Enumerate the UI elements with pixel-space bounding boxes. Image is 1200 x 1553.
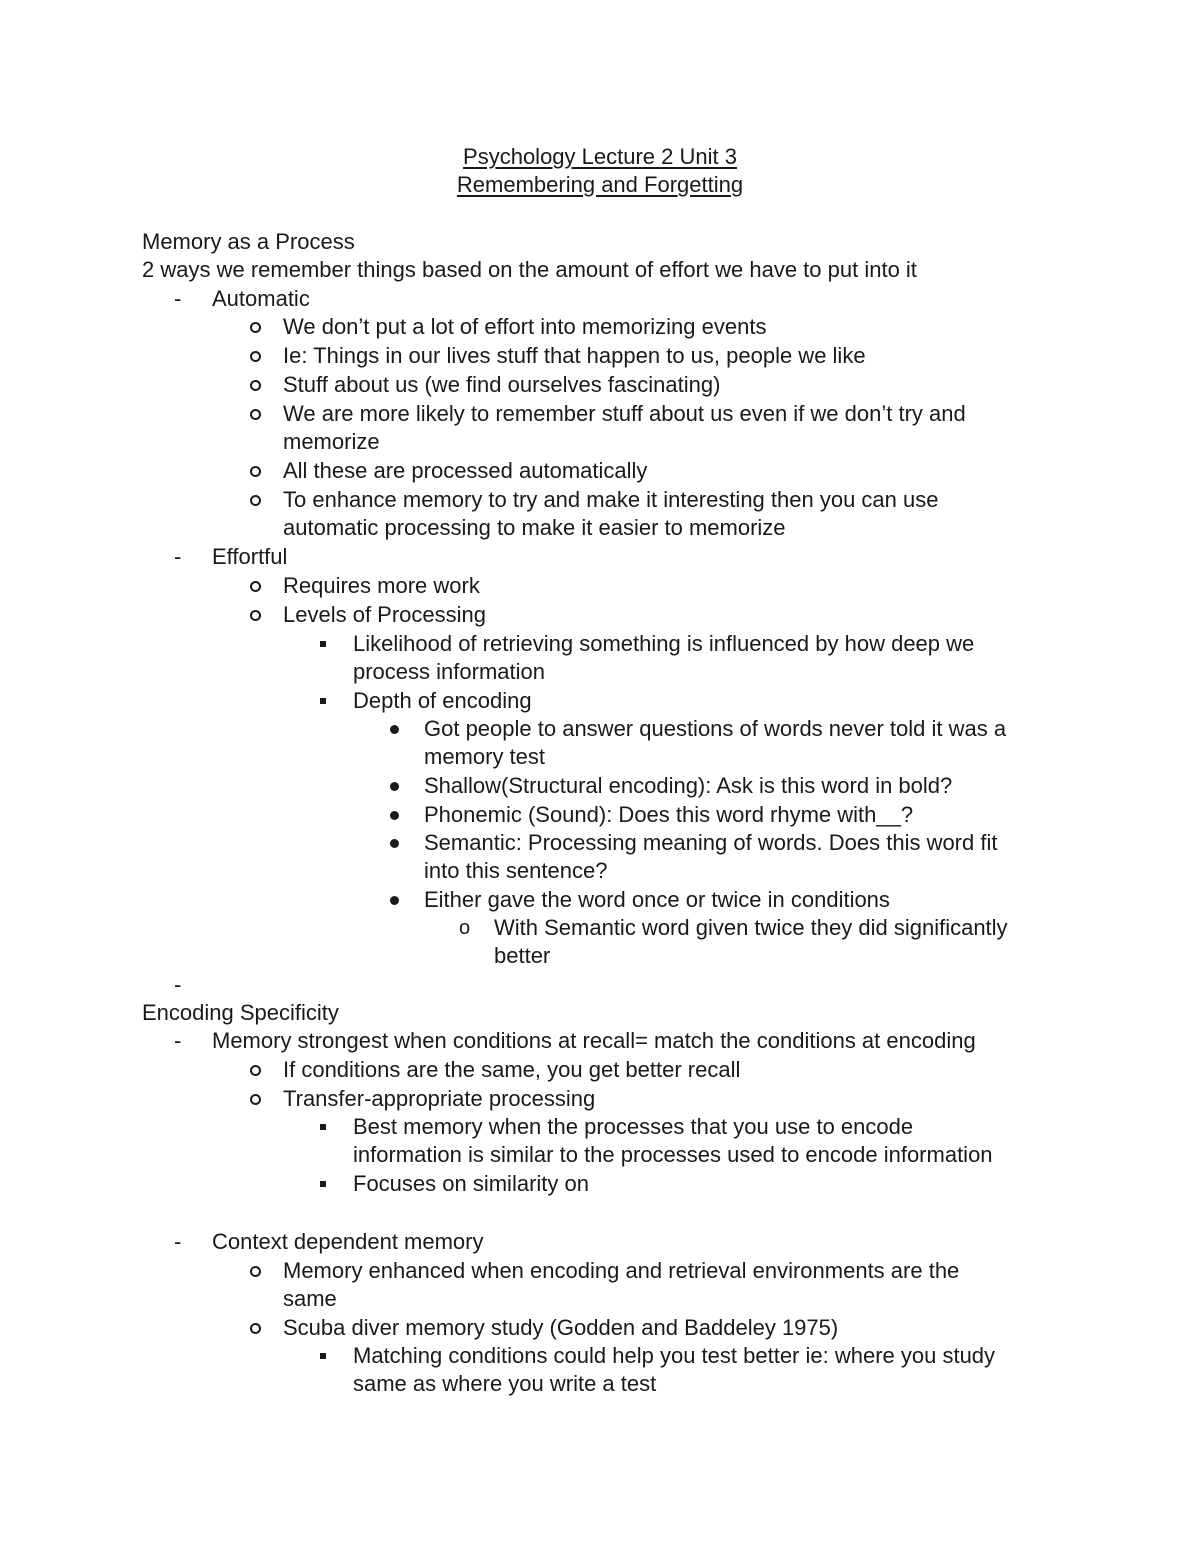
circle-bullet-icon — [250, 351, 261, 362]
list-item: Shallow(Structural encoding): Ask is this word in bold? — [424, 773, 953, 798]
list-item: With Semantic word given twice they did significantly — [494, 915, 1008, 940]
circle-bullet-icon — [250, 1266, 261, 1277]
list-item: To enhance memory to try and make it interesting then you can use — [283, 487, 939, 512]
circle-bullet-icon — [250, 610, 261, 621]
list-item: Effortful — [212, 544, 288, 569]
square-bullet-icon — [320, 1124, 326, 1130]
circle-bullet-icon — [250, 322, 261, 333]
dot-bullet-icon — [390, 839, 399, 848]
square-bullet-icon — [320, 1181, 326, 1187]
list-item: Requires more work — [283, 573, 480, 598]
list-item: Scuba diver memory study (Godden and Baddeley 1975) — [283, 1315, 839, 1340]
list-item-continuation: better — [494, 943, 551, 968]
list-item: We are more likely to remember stuff about us even if we don’t try and — [283, 401, 966, 426]
document-subtitle: Remembering and Forgetting — [456, 172, 744, 197]
document-title: Psychology Lecture 2 Unit 3 — [463, 144, 737, 169]
dot-bullet-icon — [390, 725, 399, 734]
list-item: Semantic: Processing meaning of words. Does this word fit — [424, 830, 998, 855]
list-item-continuation: automatic processing to make it easier to memorize — [283, 515, 786, 540]
list-item: Transfer-appropriate processing — [283, 1086, 596, 1111]
list-item-continuation: same as where you write a test — [353, 1371, 657, 1396]
dash-bullet: - — [174, 544, 182, 569]
list-item: Automatic — [212, 286, 310, 311]
list-item: Depth of encoding — [353, 688, 532, 713]
small-o-bullet: o — [459, 917, 471, 939]
list-item-continuation: memorize — [283, 429, 380, 454]
list-item: Either gave the word once or twice in conditions — [424, 887, 890, 912]
list-item: Memory enhanced when encoding and retrieval environments are the — [283, 1258, 960, 1283]
list-item-continuation: into this sentence? — [424, 858, 608, 883]
list-item: All these are processed automatically — [283, 458, 648, 483]
list-item: Likelihood of retrieving something is influenced by how deep we — [353, 631, 975, 656]
circle-bullet-icon — [250, 1094, 261, 1105]
circle-bullet-icon — [250, 380, 261, 391]
section-heading: Encoding Specificity — [142, 1000, 339, 1025]
dash-bullet: - — [174, 286, 182, 311]
list-item: Stuff about us (we find ourselves fascinating) — [283, 372, 721, 397]
list-item: Focuses on similarity on — [353, 1171, 589, 1196]
list-item: Memory strongest when conditions at recall= match the conditions at encoding — [212, 1028, 976, 1053]
list-item: Best memory when the processes that you use to encode — [353, 1114, 914, 1139]
circle-bullet-icon — [250, 466, 261, 477]
circle-bullet-icon — [250, 581, 261, 592]
square-bullet-icon — [320, 1353, 326, 1359]
list-item-continuation: process information — [353, 659, 545, 684]
circle-bullet-icon — [250, 409, 261, 420]
dot-bullet-icon — [390, 782, 399, 791]
dash-bullet: - — [174, 1229, 182, 1254]
circle-bullet-icon — [250, 1323, 261, 1334]
list-item: Levels of Processing — [283, 602, 486, 627]
circle-bullet-icon — [250, 1065, 261, 1076]
text-line: 2 ways we remember things based on the amount of effort we have to put into it — [142, 257, 917, 282]
list-item-continuation: information is similar to the processes used to encode information — [353, 1142, 993, 1167]
list-item: We don’t put a lot of effort into memorizing events — [283, 314, 767, 339]
dash-bullet: - — [174, 972, 182, 997]
list-item: Got people to answer questions of words never told it was a — [424, 716, 1007, 741]
list-item: Context dependent memory — [212, 1229, 484, 1254]
list-item: Phonemic (Sound): Does this word rhyme with__? — [424, 802, 914, 827]
dot-bullet-icon — [390, 896, 399, 905]
square-bullet-icon — [320, 698, 326, 704]
square-bullet-icon — [320, 641, 326, 647]
list-item: If conditions are the same, you get better recall — [283, 1057, 741, 1082]
dot-bullet-icon — [390, 811, 399, 820]
list-item-continuation: memory test — [424, 744, 546, 769]
section-heading: Memory as a Process — [142, 229, 355, 254]
dash-bullet: - — [174, 1028, 182, 1053]
circle-bullet-icon — [250, 495, 261, 506]
list-item: Ie: Things in our lives stuff that happen to us, people we like — [283, 343, 866, 368]
list-item-continuation: same — [283, 1286, 337, 1311]
list-item: Matching conditions could help you test better ie: where you study — [353, 1343, 996, 1368]
